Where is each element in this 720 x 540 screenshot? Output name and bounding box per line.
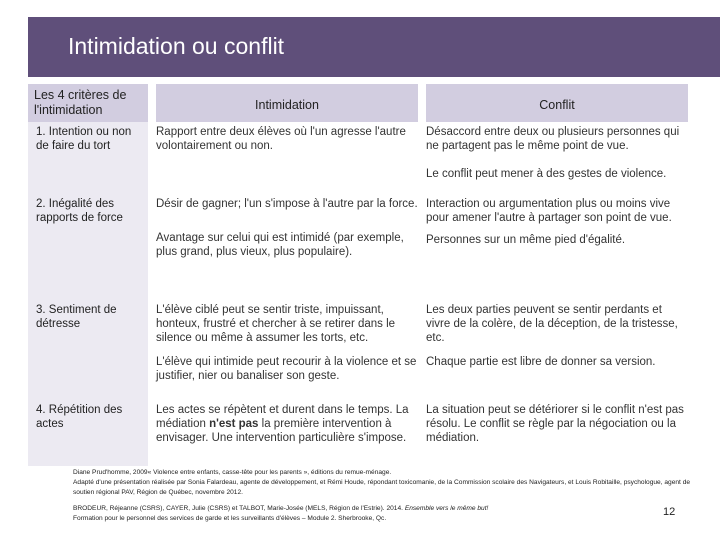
table-row — [28, 122, 692, 194]
reference-line: Formation pour le personnel des services de garde et les surveillants d'élèves – Module 2. Sherbrooke, Qc. — [73, 515, 387, 522]
cell-paragraph: L'élève ciblé peut se sentir triste, impuissant, honteux, frustré et chercher à se retirer dans le silence ou même à assumer les torts, etc. — [156, 304, 396, 344]
reference-line: Diane Prud'homme, 2009« Violence entre enfants, casse-tête pour les parents », éditions du remue-ménage. — [73, 469, 392, 476]
italic-title: Ensemble vers le même but! — [404, 505, 489, 512]
criterion-cell: 2. Inégalité des rapports de force — [28, 194, 148, 300]
criterion-cell: 1. Intention ou non de faire du tort — [28, 122, 148, 194]
text-run: la première intervention à envisager. Une intervention particulière s'impose. — [156, 418, 407, 444]
emphasis-text: n'est pas — [209, 418, 259, 430]
conflit-cell — [426, 194, 688, 247]
text-run: Les actes se répètent et durent dans le temps. La médiation — [156, 404, 409, 430]
cell-paragraph: Interaction ou argumentation plus ou moins vive pour amener l'autre à partager son point de vue. — [426, 198, 672, 224]
criterion-cell: 3. Sentiment de détresse — [28, 300, 148, 400]
reference-line: Adapté d'une présentation réalisée par Sonia Falardeau, agente de développement, et Rémi Houde, répondant toxicomanie, de la Commission scolaire des Navigateurs, et Louis Robitaille, psychologue, agent de soutien régional PAV, Région de Québec, novembre 2012. — [73, 479, 691, 496]
cell-paragraph: Personnes sur un même pied d'égalité. — [426, 234, 626, 246]
intimidation-cell — [156, 122, 418, 153]
intimidation-cell — [156, 194, 418, 259]
cell-paragraph: L'élève qui intimide peut recourir à la violence et se justifier, nier ou banaliser son geste. — [156, 356, 417, 382]
cell-paragraph: La situation peut se détériorer si le conflit n'est pas résolu. Le conflit se règle par la négociation ou la médiation. — [426, 404, 684, 444]
header-intimidation: Intimidation — [156, 84, 418, 122]
conflit-cell — [426, 122, 688, 181]
header-conflit: Conflit — [426, 84, 688, 122]
cell-paragraph: Avantage sur celui qui est intimidé (par exemple, plus grand, plus vieux, plus populaire). — [156, 232, 404, 258]
cell-paragraph: Les deux parties peuvent se sentir perdants et vivre de la colère, de la déception, de la tristesse, etc. — [426, 304, 678, 344]
table-header-row — [28, 84, 692, 122]
cell-paragraph: Chaque partie est libre de donner sa version. — [426, 356, 656, 368]
cell-paragraph: Rapport entre deux élèves où l'un agresse l'autre volontairement ou non. — [156, 126, 406, 152]
conflit-cell — [426, 400, 688, 445]
cell-paragraph: Désir de gagner; l'un s'impose à l'autre par la force. — [156, 198, 418, 210]
cell-paragraph: Désaccord entre deux ou plusieurs personnes qui ne partagent pas le même point de vue. — [426, 126, 680, 152]
title-bar — [28, 17, 720, 77]
table-row — [28, 300, 692, 400]
reference-line — [73, 504, 693, 514]
conflit-cell — [426, 300, 688, 369]
table-row — [28, 400, 692, 466]
intimidation-cell — [156, 400, 418, 445]
table-row — [28, 194, 692, 300]
text-run: BRODEUR, Réjeanne (CSRS), CAYER, Julie (CSRS) et TALBOT, Marie-Josée (MELS, Région de l'Estrie). 2014. — [73, 505, 403, 512]
references-footer — [73, 468, 693, 524]
intimidation-cell — [156, 300, 418, 383]
cell-paragraph — [156, 403, 418, 445]
page-number: 12 — [663, 506, 676, 518]
cell-paragraph: Le conflit peut mener à des gestes de violence. — [426, 168, 667, 180]
header-criteria: Les 4 critères de l'intimidation — [28, 84, 148, 122]
page-title: Intimidation ou conflit — [68, 33, 285, 59]
criterion-cell: 4. Répétition des actes — [28, 400, 148, 466]
